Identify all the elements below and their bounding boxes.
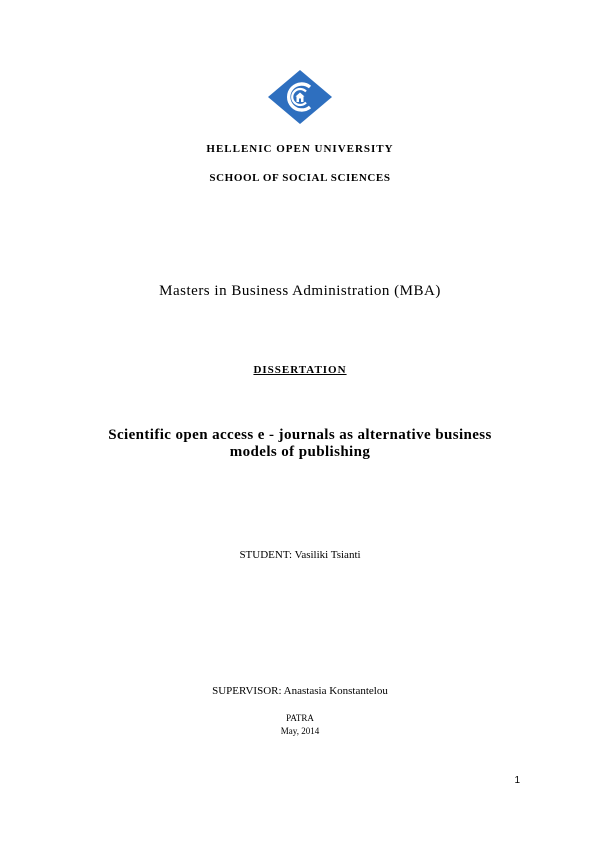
- student-line: STUDENT: Vasiliki Tsianti: [239, 549, 361, 561]
- title-line-1: Scientific open access e - journals as alternative business: [108, 427, 492, 443]
- page-number: 1: [514, 775, 520, 786]
- date: May, 2014: [280, 726, 320, 736]
- dissertation-title: [80, 427, 520, 461]
- supervisor-line: SUPERVISOR: Anastasia Konstantelou: [212, 685, 388, 697]
- program-name: Masters in Business Administration (MBA): [159, 283, 441, 299]
- title-line-2: models of publishing: [229, 444, 371, 460]
- university-name: HELLENIC OPEN UNIVERSITY: [206, 143, 394, 155]
- place: PATRA: [286, 713, 314, 723]
- document-type-heading: DISSERTATION: [253, 364, 347, 376]
- school-name: SCHOOL OF SOCIAL SCIENCES: [209, 172, 391, 184]
- university-logo-icon: [266, 69, 334, 125]
